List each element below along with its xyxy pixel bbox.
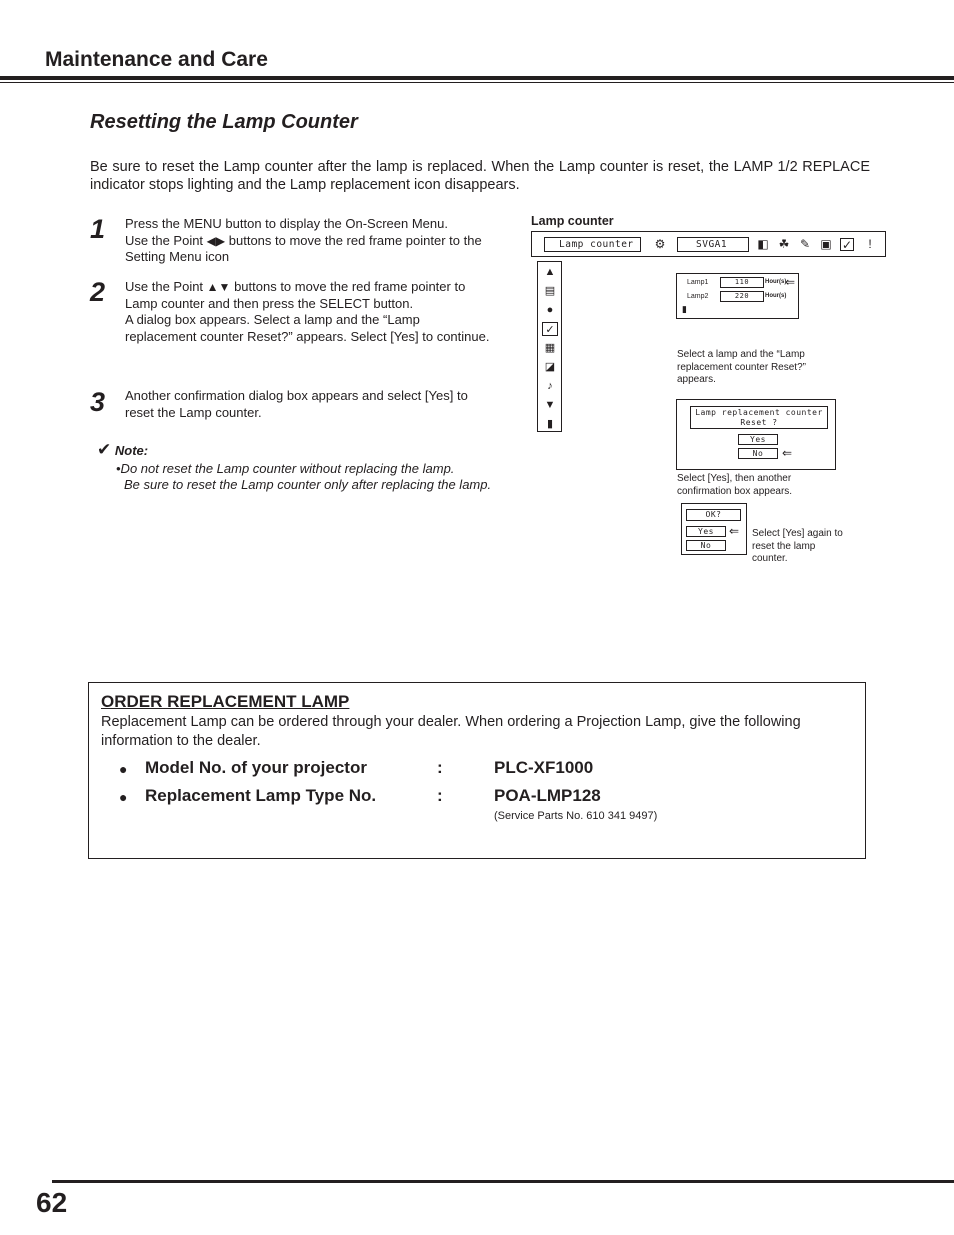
lamp2-value: 220 — [720, 291, 764, 302]
note-line2: Be sure to reset the Lamp counter only after replacing the lamp. — [124, 476, 492, 492]
lamp1-value: 110 — [720, 277, 764, 288]
model-label: Model No. of your projector — [145, 758, 367, 777]
menubar-lamp-counter-field: Lamp counter — [544, 237, 641, 252]
lamp-type-label: Replacement Lamp Type No. — [145, 786, 377, 805]
lamp-counter-label: Lamp counter — [531, 214, 614, 228]
exit-icon: ▮ — [546, 418, 554, 430]
left-right-arrows-icon: ◀▶ — [206, 233, 226, 248]
lamp-type-value: POA-LMP128 — [494, 786, 601, 805]
menubar-source-field: SVGA1 — [677, 237, 749, 252]
step-1-line2b: buttons to move the red frame pointer to the Setting Menu icon — [125, 232, 482, 264]
step-2-number: 2 — [90, 277, 106, 307]
color-icon: ☘ — [778, 237, 790, 251]
caption-select-yes: Select [Yes], then another confirmation box appears. — [677, 473, 793, 497]
service-parts-number: (Service Parts No. 610 341 9497) — [494, 810, 658, 822]
step-2-line1b: buttons to move the red frame pointer to Lamp counter and then press the SELECT button. — [125, 279, 466, 311]
ok-dialog — [681, 503, 747, 555]
scroll-down-icon: ▼ — [544, 399, 556, 411]
pointer-arrow-icon: ⇐ — [782, 446, 793, 460]
step-1-text — [125, 216, 490, 266]
remote-icon: ♪ — [547, 380, 553, 392]
model-value: PLC-XF1000 — [494, 758, 594, 777]
section-title: Maintenance and Care — [45, 48, 268, 71]
osd-menubar — [531, 231, 886, 257]
up-down-arrows-icon: ▲▼ — [206, 280, 231, 294]
intro-paragraph: Be sure to reset the Lamp counter after the lamp is replaced. When the Lamp counter is reset, the LAMP 1/2 REPLACE indicator stops lighting and the Lamp replacement icon disappears. — [90, 159, 870, 193]
pointer-arrow-icon: ⇐ — [729, 524, 740, 538]
step-1-line2a: Use the Point — [125, 232, 204, 248]
lamp1-label: Lamp1 — [687, 279, 709, 286]
reset-title-line1: Lamp replacement counter — [695, 408, 823, 417]
header-rule — [0, 76, 954, 80]
reset-title-line2: Reset ? — [740, 418, 778, 427]
step-1-line1: Press the MENU button to display the On-Screen Menu. — [125, 216, 448, 231]
screen-icon: ▣ — [820, 237, 832, 251]
step-2-line1a: Use the Point — [125, 279, 204, 294]
footer-rule — [52, 1180, 954, 1183]
note-body — [116, 461, 496, 492]
lamp-icon: ▮ — [682, 304, 687, 314]
lamp-hours-dialog — [676, 273, 799, 319]
reset-yes-button[interactable]: Yes — [738, 434, 778, 445]
filter-icon: ▦ — [544, 342, 556, 354]
caption-select-lamp: Select a lamp and the “Lamp replacement counter Reset?” appears. — [677, 349, 806, 385]
ok-dialog-title: OK? — [686, 509, 741, 521]
note-title: Note: — [114, 443, 149, 458]
projector-icon: ⚙ — [654, 237, 666, 251]
step-3-text: Another confirmation dialog box appears and select [Yes] to reset the Lamp counter. — [125, 388, 468, 420]
ok-no-button[interactable]: No — [686, 540, 726, 551]
step-1-number: 1 — [90, 214, 106, 244]
step-3-number: 3 — [90, 387, 106, 417]
lamp2-unit: Hour(s) — [765, 293, 787, 299]
note-heading — [97, 440, 148, 460]
reset-dialog-title — [690, 406, 828, 429]
reset-no-button[interactable]: No — [738, 448, 778, 459]
page-number: 62 — [36, 1187, 68, 1218]
lamp2-label: Lamp2 — [687, 293, 709, 300]
pointer-arrow-icon: ⇐ — [785, 275, 796, 289]
info-icon: ǃ — [868, 237, 872, 251]
order-text: Replacement Lamp can be ordered through your dealer. When ordering a Projection Lamp, give the following information to the dealer. — [101, 714, 801, 749]
scroll-up-icon: ▲ — [544, 266, 556, 278]
check-icon: ✔ — [97, 440, 112, 459]
ok-yes-button[interactable]: Yes — [686, 526, 726, 537]
step-2-text — [125, 279, 490, 345]
setting-icon: ✓ — [841, 238, 853, 252]
model-colon: : — [437, 758, 443, 777]
computer-icon: ◧ — [757, 237, 769, 251]
header-rule-thin — [0, 82, 954, 83]
note-line1: •Do not reset the Lamp counter without replacing the lamp. — [116, 461, 455, 476]
display-icon: ◪ — [544, 361, 556, 373]
bullet-icon: ● — [119, 761, 128, 777]
osd-sidebar — [537, 261, 562, 432]
lamp-counter-icon: ✓ — [542, 322, 558, 336]
caption-select-yes-again: Select [Yes] again to reset the lamp counter. — [752, 528, 843, 564]
step-2-line2: A dialog box appears. Select a lamp and the “Lamp replacement counter Reset?” appears. Select [Yes] to continue. — [125, 312, 490, 344]
order-title: ORDER REPLACEMENT LAMP — [101, 692, 350, 711]
page-subtitle: Resetting the Lamp Counter — [90, 111, 358, 133]
lamp-type-colon: : — [437, 786, 443, 805]
menu-icon: ▤ — [544, 285, 556, 297]
reset-dialog — [676, 399, 836, 470]
image-adjust-icon: ✎ — [799, 237, 811, 251]
fan-icon: ● — [546, 304, 554, 316]
bullet-icon: ● — [119, 789, 128, 805]
lamp1-unit: Hour(s) — [765, 279, 787, 285]
